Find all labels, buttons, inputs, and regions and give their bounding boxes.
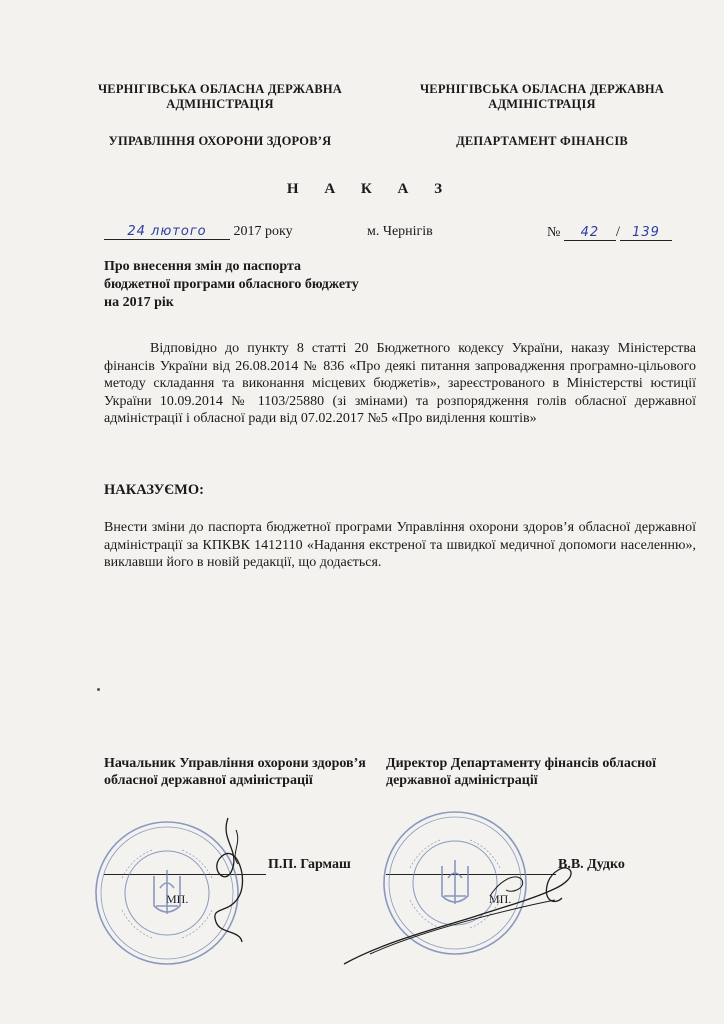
number-prefix: № <box>547 225 561 240</box>
order-city: м. Чернігів <box>367 224 433 239</box>
header-left <box>70 82 370 149</box>
order-word: НАКАЗУЄМО: <box>104 482 204 498</box>
signature-left-name: П.П. Гармаш <box>268 857 351 872</box>
header-left-dept: УПРАВЛІННЯ ОХОРОНИ ЗДОРОВ’Я <box>108 134 332 148</box>
number-left: 42 <box>564 225 616 241</box>
signature-right-name: В.В. Дудко <box>558 857 625 872</box>
signature-right-position: Директор Департаменту фінансів обласної державної адміністрації <box>386 756 657 788</box>
header-right <box>392 82 692 149</box>
header-left-org: ЧЕРНІГІВСЬКА ОБЛАСНА ДЕРЖАВНА АДМІНІСТРАЦІЯ <box>97 82 343 111</box>
order-subject: Про внесення змін до паспорта бюджетної програми обласного бюджету на 2017 рік <box>104 259 359 310</box>
paper-speck <box>97 688 100 691</box>
order-date <box>104 224 293 240</box>
number-right: 139 <box>620 225 672 241</box>
date-handwritten: 24 лютого <box>104 224 230 240</box>
document-title: Н А К А З <box>286 181 454 197</box>
date-year: 2017 року <box>233 224 293 239</box>
date-line <box>104 224 694 246</box>
header-right-dept: ДЕПАРТАМЕНТ ФІНАНСІВ <box>456 134 628 148</box>
order-paragraph: Внести зміни до паспорта бюджетної програми Управління охорони здоров’я обласної державної адміністрації за КПКВК 1412110 «Надання екстреної та швидкої медичної допомоги населенню», виклавши його в новій редакції, що додається. <box>104 520 696 570</box>
stamp-place-right: МП. <box>489 892 512 906</box>
signature-left-scribble-icon <box>180 810 270 950</box>
order-number: № 42 / 139 <box>547 224 672 241</box>
stamp-place-left: МП. <box>166 892 189 906</box>
header-right-org: ЧЕРНІГІВСЬКА ОБЛАСНА ДЕРЖАВНА АДМІНІСТРАЦІЯ <box>419 82 665 111</box>
signature-left-position: Начальник Управління охорони здоров’я обласної державної адміністрації <box>104 756 366 788</box>
signature-right-scribble-icon <box>340 860 580 970</box>
preamble-paragraph: Відповідно до пункту 8 статті 20 Бюджетного кодексу України, наказу Міністерства фінансів України від 26.08.2014 № 836 «Про деякі питання запровадження програмно-цільового методу складання та виконання місцевих бюджетів», зареєстрованого в Міністерстві юстиції України 10.09.2014 № 1103/25880 (зі змінами) та розпорядження голів обласної державної адміністрації і обласної ради від 07.02.2017 №5 «Про виділення коштів» <box>104 341 696 426</box>
